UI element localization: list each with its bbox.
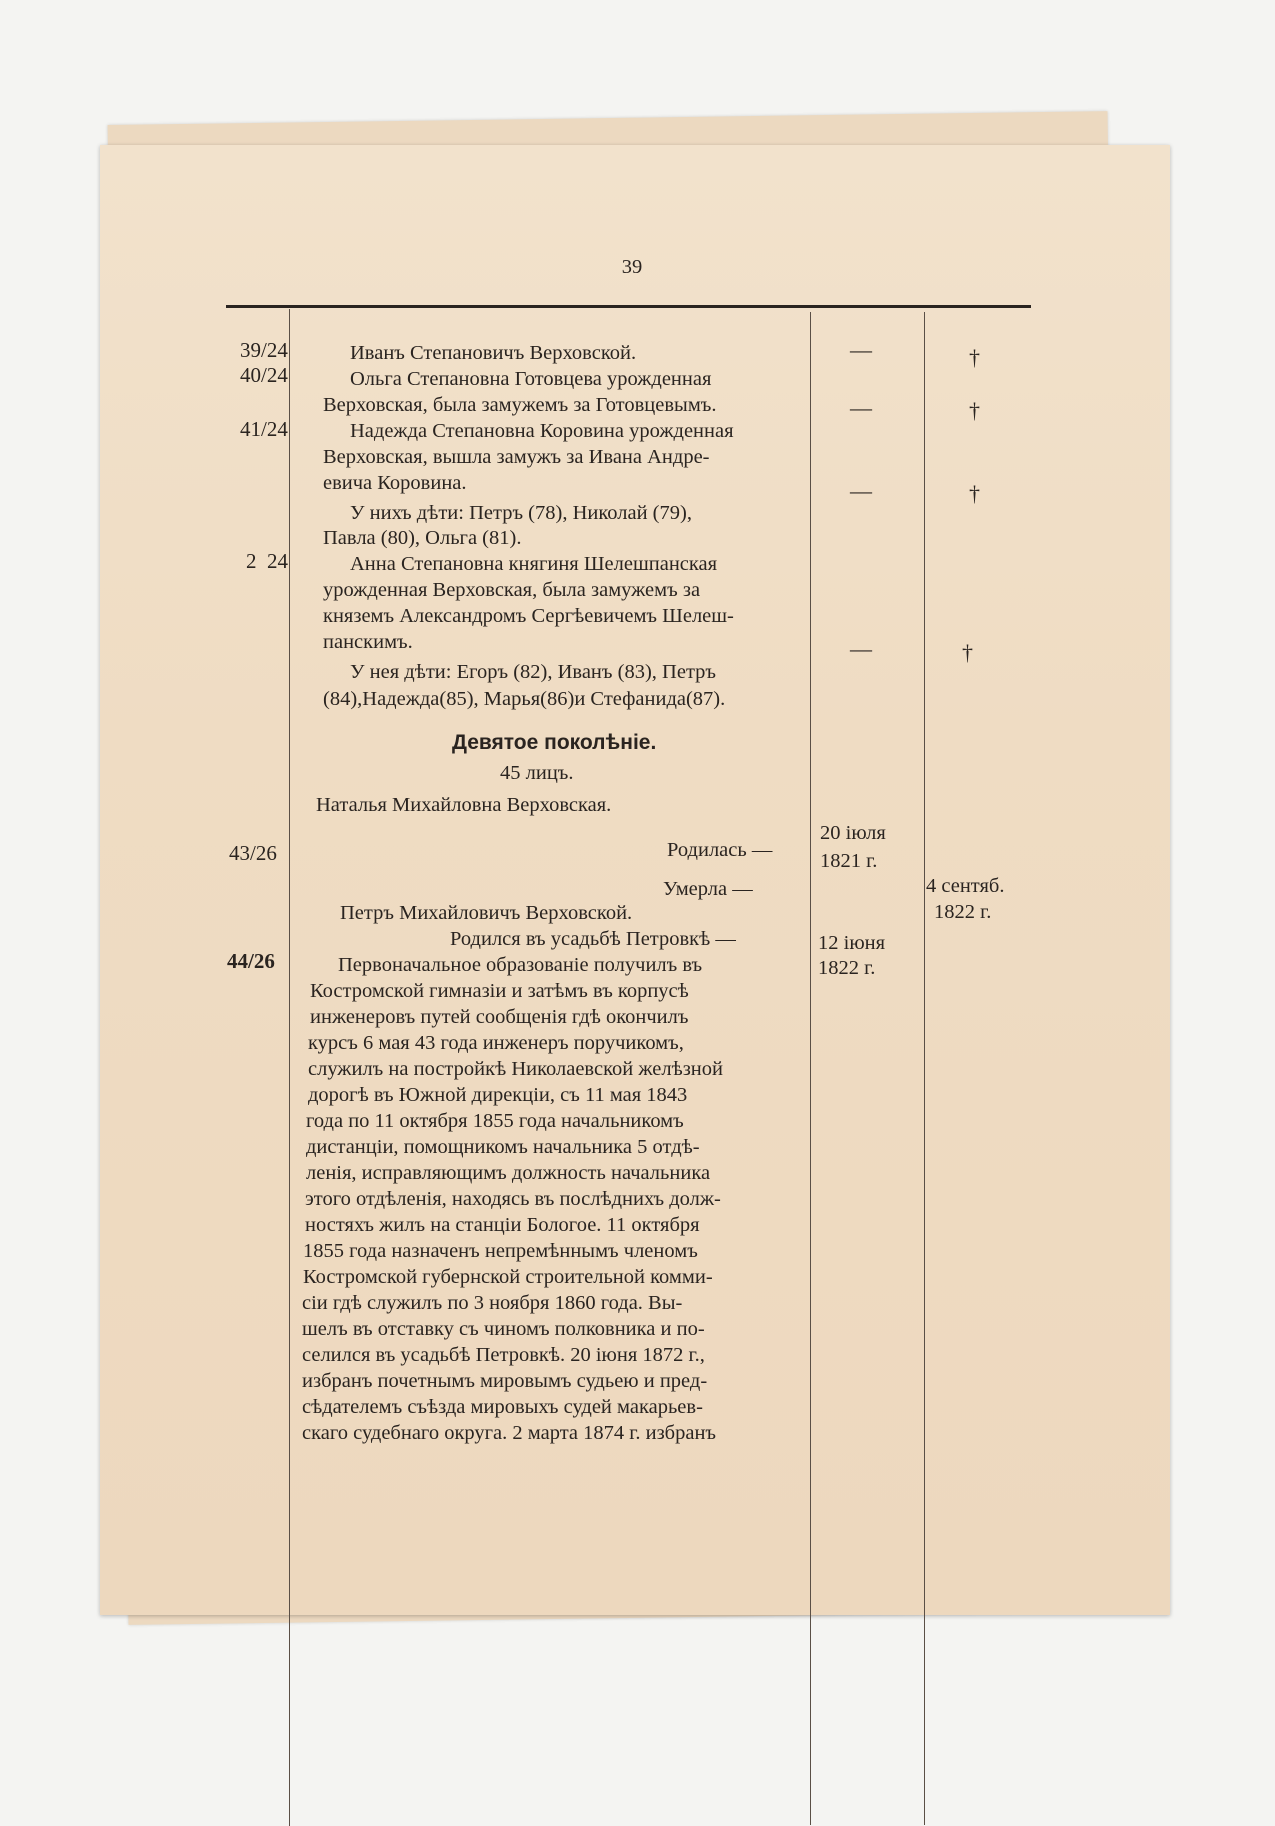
ref-number: 41/24 — [240, 417, 288, 441]
text-line: панскимъ. — [323, 631, 413, 653]
text-line: У нея дѣти: Егоръ (82), Иванъ (83), Петръ — [350, 661, 716, 683]
section-subheading: 45 лицъ. — [500, 762, 574, 784]
ref-number: 39/24 — [240, 338, 288, 362]
column-divider-right — [924, 312, 925, 1825]
text-line: урожденная Верховская, была замужемъ за — [323, 579, 701, 601]
ref-number: 40/24 — [240, 363, 288, 387]
text-line: Надежда Степановна Коровина урожденная — [350, 420, 734, 442]
text-line: княземъ Александромъ Сергѣевичемъ Шелеш- — [323, 605, 734, 627]
birth-year: 1822 г. — [818, 957, 876, 979]
text-line: Первоначальное образованіе получилъ въ — [338, 954, 703, 976]
text-line: инженеровъ путей сообщенія гдѣ окончилъ — [310, 1006, 689, 1028]
header-rule — [226, 305, 1031, 308]
birth-year: 1821 г. — [820, 850, 878, 872]
text-line: 1855 года назначенъ непремѣннымъ членомъ — [303, 1240, 698, 1262]
death-cross-icon: † — [962, 640, 973, 665]
death-year: 1822 г. — [934, 901, 992, 923]
text-line: Костромской гимназіи и затѣмъ въ корпусѣ — [310, 980, 689, 1002]
text-line: сіи гдѣ служилъ по 3 ноября 1860 года. Вы- — [302, 1292, 683, 1314]
ref-number: 2 24 — [246, 549, 288, 573]
text-line: евича Коровина. — [323, 472, 467, 494]
text-line: Умерла — — [663, 878, 753, 900]
birth-date: 20 іюля — [820, 822, 886, 844]
ref-number: 44/26 — [227, 949, 275, 973]
column-divider-left — [289, 309, 290, 1826]
text-line: селился въ усадьбѣ Петровкѣ. 20 іюня 1872 г., — [302, 1344, 705, 1366]
text-line: сѣдателемъ съѣзда мировыхъ судей макарьев- — [302, 1396, 703, 1418]
text-line: Павла (80), Ольга (81). — [323, 527, 522, 549]
text-line: У нихъ дѣти: Петръ (78), Николай (79), — [350, 502, 692, 524]
text-line: скаго судебнаго округа. 2 марта 1874 г. избранъ — [302, 1422, 717, 1444]
text-line: ностяхъ жилъ на станціи Бологое. 11 октября — [305, 1214, 700, 1236]
date-dash: — — [850, 478, 872, 503]
text-line: Верховская, вышла замужъ за Ивана Андре- — [323, 446, 710, 468]
text-line: Родился въ усадьбѣ Петровкѣ — — [450, 928, 736, 950]
section-heading: Девятое поколѣніе. — [452, 731, 657, 754]
text-line: года по 11 октября 1855 года начальникомъ — [306, 1110, 684, 1132]
text-line: (84),Надежда(85), Марья(86)и Стефанида(87). — [323, 688, 726, 710]
text-line: дорогѣ въ Южной дирекціи, съ 11 мая 1843 — [308, 1084, 688, 1106]
text-line: Родилась — — [667, 839, 773, 861]
text-line: избранъ почетнымъ мировымъ судьею и пред- — [302, 1370, 708, 1392]
text-line: ленія, исправляющимъ должность начальника — [306, 1162, 711, 1184]
text-line: Петръ Михайловичъ Верховской. — [340, 902, 633, 924]
page-number: 39 — [621, 256, 643, 278]
text-line: Верховская, была замужемъ за Готовцевымъ. — [323, 394, 717, 416]
death-cross-icon: † — [969, 481, 980, 506]
death-date: 4 сентяб. — [926, 875, 1005, 897]
death-cross-icon: † — [969, 345, 980, 370]
date-dash: — — [850, 337, 872, 362]
text-line: Иванъ Степановичъ Верховской. — [350, 342, 637, 364]
column-divider-middle — [810, 312, 811, 1825]
text-line: Ольга Степановна Готовцева урожденная — [350, 368, 712, 390]
text-line: Наталья Михайловна Верховская. — [316, 794, 612, 816]
text-line: Анна Степановна княгиня Шелешпанская — [350, 553, 718, 575]
date-dash: — — [850, 395, 872, 420]
text-line: служилъ на постройкѣ Николаевской желѣзной — [308, 1058, 723, 1080]
text-line: курсъ 6 мая 43 года инженеръ поручикомъ, — [308, 1032, 684, 1054]
text-line: Костромской губернской строительной комми- — [303, 1266, 713, 1288]
death-cross-icon: † — [969, 398, 980, 423]
ref-number: 43/26 — [229, 841, 277, 865]
date-dash: — — [850, 636, 872, 661]
birth-date: 12 іюня — [818, 932, 886, 954]
text-line: дистанціи, помощникомъ начальника 5 отдѣ- — [306, 1136, 700, 1158]
text-line: шелъ въ отставку съ чиномъ полковника и по- — [302, 1318, 705, 1340]
text-line: этого отдѣленія, находясь въ послѣднихъ долж- — [305, 1188, 721, 1210]
